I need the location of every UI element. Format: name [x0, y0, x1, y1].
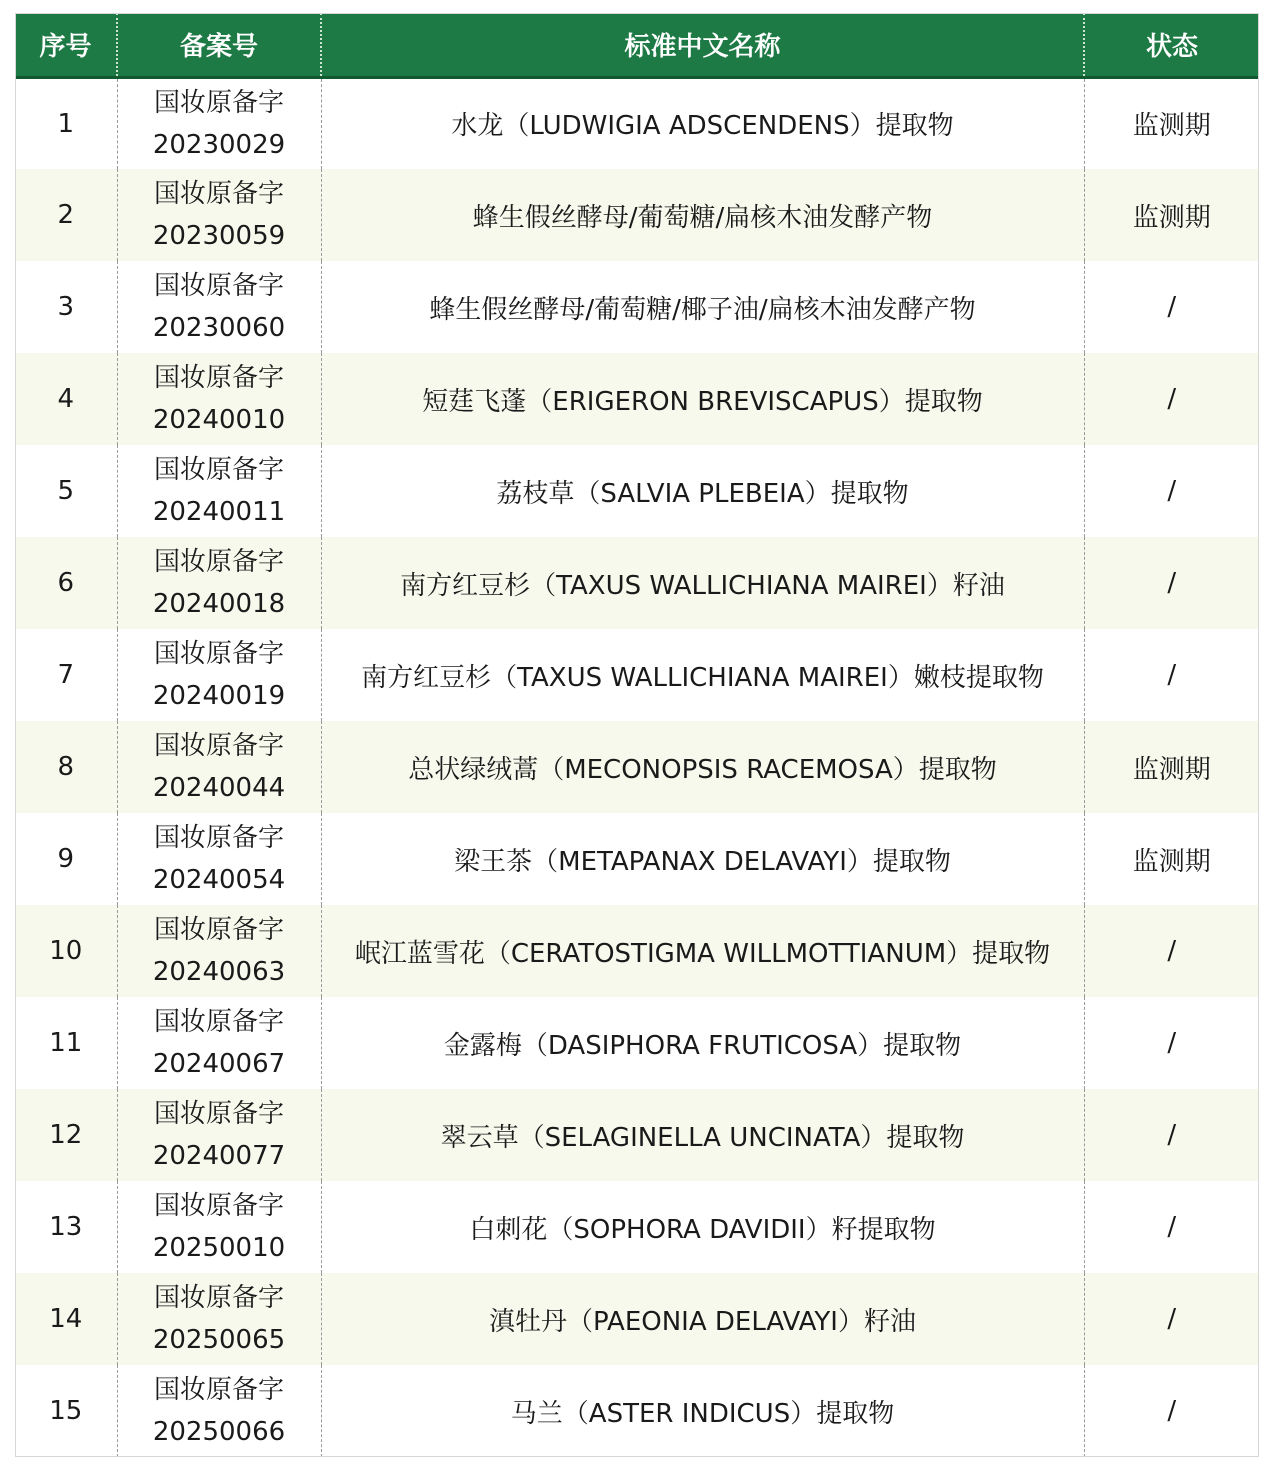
- registration-number: 20250065: [152, 1325, 286, 1355]
- registration-no-cell: [117, 997, 321, 1089]
- ingredient-name-cell: 短莛飞蓬（ERIGERON BREVISCAPUS）提取物: [321, 353, 1084, 445]
- registration-prefix: 国妆原备字: [153, 639, 284, 669]
- ingredient-name-cell: 金露梅（DASIPHORA FRUTICOSA）提取物: [321, 997, 1084, 1089]
- registration-prefix: 国妆原备字: [153, 1191, 284, 1221]
- registration-no-cell: [117, 261, 321, 353]
- serial-no-cell: 11: [49, 1028, 83, 1058]
- registration-prefix: 国妆原备字: [153, 271, 284, 301]
- serial-no-cell: 3: [57, 292, 75, 322]
- registration-number: 20250010: [152, 1233, 286, 1263]
- registration-prefix: 国妆原备字: [153, 87, 284, 118]
- registration-prefix: 国妆原备字: [153, 1007, 284, 1037]
- registration-number: 20240054: [152, 865, 286, 895]
- serial-no-cell: 12: [49, 1120, 83, 1150]
- registration-number: 20240077: [152, 1141, 286, 1171]
- registration-number: 20240044: [152, 773, 286, 803]
- table-row: [15, 1181, 1259, 1273]
- serial-no-cell: 13: [49, 1212, 83, 1242]
- table-row: [15, 261, 1259, 353]
- table-row: [15, 169, 1259, 261]
- serial-no-cell: 2: [57, 200, 75, 230]
- registration-prefix: 国妆原备字: [153, 823, 284, 853]
- table-row: [15, 905, 1259, 997]
- registration-prefix: 国妆原备字: [153, 1099, 284, 1129]
- table-row: [15, 997, 1259, 1089]
- registration-number: 20240010: [152, 405, 286, 435]
- table-row: [15, 445, 1259, 537]
- registration-number: 20240011: [152, 497, 286, 527]
- registration-no-cell: [117, 813, 321, 905]
- registration-prefix: 国妆原备字: [153, 455, 284, 485]
- registration-no-cell: [117, 721, 321, 813]
- table-row: [15, 721, 1259, 813]
- registration-no-cell: [117, 905, 321, 997]
- registration-no-cell: [117, 629, 321, 721]
- ingredient-name-cell: 白刺花（SOPHORA DAVIDII）籽提取物: [321, 1181, 1084, 1273]
- registration-number: 20240018: [152, 589, 286, 619]
- ingredient-name-cell: 岷江蓝雪花（CERATOSTIGMA WILLMOTTIANUM）提取物: [321, 905, 1084, 997]
- ingredient-registration-table-container: [15, 13, 1259, 1457]
- serial-no-cell: 5: [57, 476, 75, 506]
- table-row: [15, 1089, 1259, 1181]
- header-serial-no: 序号: [15, 13, 117, 77]
- ingredient-name-cell: 马兰（ASTER INDICUS）提取物: [321, 1365, 1084, 1457]
- serial-no-cell: 7: [57, 660, 75, 690]
- status-cell: /: [1084, 905, 1259, 997]
- serial-no-cell: 9: [57, 844, 75, 874]
- table-row: [15, 353, 1259, 445]
- registration-number: 20230029: [152, 129, 286, 160]
- registration-number: 20230060: [152, 313, 286, 343]
- serial-no-cell: 14: [49, 1304, 83, 1334]
- status-cell: /: [1084, 1181, 1259, 1273]
- ingredient-name-cell: 蜂生假丝酵母/葡萄糖/椰子油/扁核木油发酵产物: [321, 261, 1084, 353]
- ingredient-name-cell: 荔枝草（SALVIA PLEBEIA）提取物: [321, 445, 1084, 537]
- status-cell: /: [1084, 353, 1259, 445]
- header-status: 状态: [1084, 13, 1259, 77]
- registration-prefix: 国妆原备字: [153, 915, 284, 945]
- ingredient-name-cell: 滇牡丹（PAEONIA DELAVAYI）籽油: [321, 1273, 1084, 1365]
- status-cell: /: [1084, 261, 1259, 353]
- serial-no-cell: 6: [57, 568, 75, 598]
- table-row: [15, 813, 1259, 905]
- registration-number: 20240019: [152, 681, 286, 711]
- table-row: [15, 629, 1259, 721]
- serial-no-cell: 4: [57, 384, 75, 414]
- table-body: [15, 77, 1259, 1457]
- ingredient-name-cell: 水龙（LUDWIGIA ADSCENDENS）提取物: [321, 77, 1084, 169]
- ingredient-name-cell: 南方红豆杉（TAXUS WALLICHIANA MAIREI）籽油: [321, 537, 1084, 629]
- registration-prefix: 国妆原备字: [153, 179, 284, 209]
- registration-prefix: 国妆原备字: [153, 547, 284, 577]
- status-cell: /: [1084, 537, 1259, 629]
- registration-number: 20230059: [152, 221, 286, 251]
- table-row: [15, 1273, 1259, 1365]
- ingredient-name-cell: 梁王茶（METAPANAX DELAVAYI）提取物: [321, 813, 1084, 905]
- registration-no-cell: [117, 1365, 321, 1457]
- status-cell: 监测期: [1084, 169, 1259, 261]
- serial-no-cell: 1: [57, 108, 75, 139]
- serial-no-cell: 10: [49, 936, 83, 966]
- registration-no-cell: [117, 445, 321, 537]
- registration-no-cell: [117, 1089, 321, 1181]
- registration-no-cell: [117, 537, 321, 629]
- registration-no-cell: [117, 1181, 321, 1273]
- registration-prefix: 国妆原备字: [153, 1375, 284, 1405]
- header-registration-no: 备案号: [117, 13, 321, 77]
- table-row: [15, 1365, 1259, 1457]
- serial-no-cell: 15: [49, 1396, 83, 1426]
- registration-no-cell: [117, 1273, 321, 1365]
- header-standard-chinese-name: 标准中文名称: [321, 13, 1084, 77]
- table-row: [15, 77, 1259, 169]
- ingredient-name-cell: 总状绿绒蒿（MECONOPSIS RACEMOSA）提取物: [321, 721, 1084, 813]
- status-cell: /: [1084, 1365, 1259, 1457]
- status-cell: 监测期: [1084, 721, 1259, 813]
- registration-no-cell: [117, 169, 321, 261]
- registration-number: 20240063: [152, 957, 286, 987]
- status-cell: /: [1084, 445, 1259, 537]
- registration-prefix: 国妆原备字: [153, 731, 284, 761]
- registration-prefix: 国妆原备字: [153, 1283, 284, 1313]
- ingredient-name-cell: 翠云草（SELAGINELLA UNCINATA）提取物: [321, 1089, 1084, 1181]
- status-cell: /: [1084, 1273, 1259, 1365]
- ingredient-name-cell: 南方红豆杉（TAXUS WALLICHIANA MAIREI）嫩枝提取物: [321, 629, 1084, 721]
- registration-prefix: 国妆原备字: [153, 363, 284, 393]
- table-row: [15, 537, 1259, 629]
- registration-no-cell: [117, 77, 321, 169]
- status-cell: /: [1084, 1089, 1259, 1181]
- registration-number: 20240067: [152, 1049, 286, 1079]
- status-cell: 监测期: [1084, 813, 1259, 905]
- status-cell: /: [1084, 997, 1259, 1089]
- serial-no-cell: 8: [57, 752, 75, 782]
- ingredient-registration-table: [15, 13, 1259, 1457]
- ingredient-name-cell: 蜂生假丝酵母/葡萄糖/扁核木油发酵产物: [321, 169, 1084, 261]
- registration-no-cell: [117, 353, 321, 445]
- registration-number: 20250066: [152, 1417, 286, 1447]
- status-cell: /: [1084, 629, 1259, 721]
- table-header-row: [15, 13, 1259, 77]
- status-cell: 监测期: [1084, 77, 1259, 169]
